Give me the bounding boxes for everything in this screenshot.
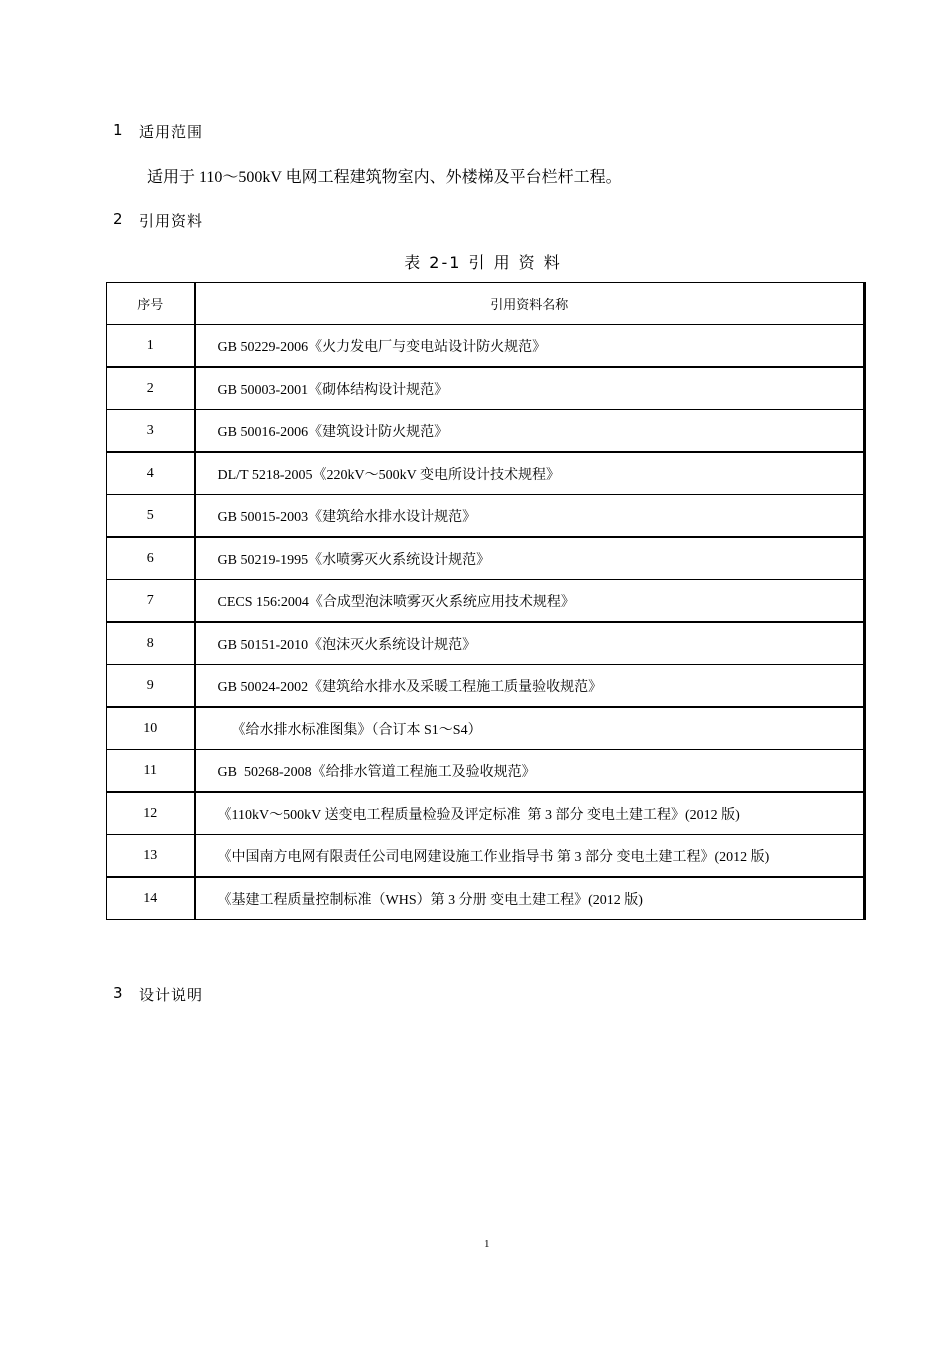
reference-name: CECS 156:2004《合成型泡沫喷雾灭火系统应用技术规程》 xyxy=(195,580,865,623)
scope-paragraph: 适用于 110～500kV 电网工程建筑物室内、外楼梯及平台栏杆工程。 xyxy=(147,169,622,186)
table-row xyxy=(107,665,865,708)
header-name: 引用资料名称 xyxy=(195,283,865,325)
section-1-number: 1 xyxy=(113,121,123,139)
table-row xyxy=(107,707,865,750)
table-row xyxy=(107,537,865,580)
table-row xyxy=(107,325,865,368)
table-header-row xyxy=(107,283,865,325)
table-row xyxy=(107,452,865,495)
row-number: 7 xyxy=(107,580,195,623)
reference-name: GB 50229-2006《火力发电厂与变电站设计防火规范》 xyxy=(195,325,865,368)
row-number: 10 xyxy=(107,707,195,750)
table-row xyxy=(107,792,865,835)
row-number: 5 xyxy=(107,495,195,538)
row-number: 1 xyxy=(107,325,195,368)
table-row xyxy=(107,495,865,538)
row-number: 13 xyxy=(107,835,195,878)
page-number: 1 xyxy=(484,1238,490,1250)
reference-name: 《110kV～500kV 送变电工程质量检验及评定标准 第 3 部分 变电土建工程》(2012 版) xyxy=(195,792,865,835)
section-2-title: 引用资料 xyxy=(139,212,204,230)
section-3-number: 3 xyxy=(113,984,123,1002)
reference-name: 《中国南方电网有限责任公司电网建设施工作业指导书 第 3 部分 变电土建工程》(2012 版) xyxy=(195,835,865,878)
row-number: 9 xyxy=(107,665,195,708)
row-number: 2 xyxy=(107,367,195,410)
reference-name: 《基建工程质量控制标准（WHS）第 3 分册 变电土建工程》(2012 版) xyxy=(195,877,865,920)
reference-name: DL/T 5218-2005《220kV～500kV 变电所设计技术规程》 xyxy=(195,452,865,495)
references-table xyxy=(106,282,866,920)
reference-name: GB 50151-2010《泡沫灭火系统设计规范》 xyxy=(195,622,865,665)
table-row xyxy=(107,580,865,623)
table-caption: 表 2-1 引 用 资 料 xyxy=(404,253,562,272)
table-row xyxy=(107,622,865,665)
reference-name: GB 50016-2006《建筑设计防火规范》 xyxy=(195,410,865,453)
table-row xyxy=(107,835,865,878)
reference-name: GB 50015-2003《建筑给水排水设计规范》 xyxy=(195,495,865,538)
section-3-title: 设计说明 xyxy=(139,986,204,1004)
table-row xyxy=(107,410,865,453)
row-number: 8 xyxy=(107,622,195,665)
row-number: 6 xyxy=(107,537,195,580)
reference-name: GB 50268-2008《给排水管道工程施工及验收规范》 xyxy=(195,750,865,793)
reference-name: GB 50219-1995《水喷雾灭火系统设计规范》 xyxy=(195,537,865,580)
header-seq: 序号 xyxy=(107,283,195,325)
reference-name: 《给水排水标准图集》（合订本 S1～S4） xyxy=(195,707,865,750)
section-1-title: 适用范围 xyxy=(139,123,204,141)
row-number: 3 xyxy=(107,410,195,453)
row-number: 4 xyxy=(107,452,195,495)
reference-name: GB 50024-2002《建筑给水排水及采暖工程施工质量验收规范》 xyxy=(195,665,865,708)
section-2-number: 2 xyxy=(113,210,123,228)
table-row xyxy=(107,367,865,410)
reference-name: GB 50003-2001《砌体结构设计规范》 xyxy=(195,367,865,410)
row-number: 14 xyxy=(107,877,195,920)
table-row xyxy=(107,750,865,793)
row-number: 12 xyxy=(107,792,195,835)
row-number: 11 xyxy=(107,750,195,793)
table-row xyxy=(107,877,865,920)
